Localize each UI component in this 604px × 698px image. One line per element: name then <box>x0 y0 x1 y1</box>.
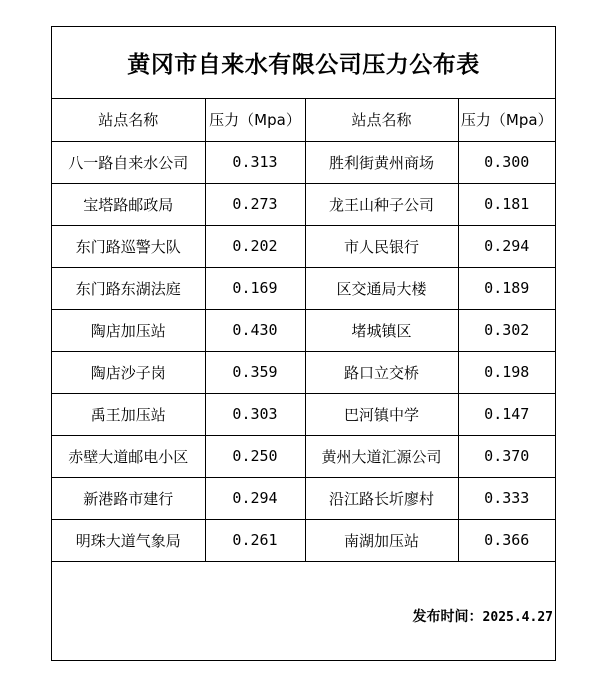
station-name-left: 东门路东湖法庭 <box>52 267 205 309</box>
station-name-left: 新港路市建行 <box>52 477 205 519</box>
station-name-right: 南湖加压站 <box>305 519 458 561</box>
footer-area <box>52 575 555 660</box>
station-name-left: 八一路自来水公司 <box>52 141 205 183</box>
table-row <box>52 225 555 267</box>
table-header-row <box>52 99 555 141</box>
pressure-value-right: 0.181 <box>458 183 555 225</box>
pressure-value-right: 0.198 <box>458 351 555 393</box>
station-name-right: 巴河镇中学 <box>305 393 458 435</box>
column-header-station-left: 站点名称 <box>52 99 205 141</box>
column-header-station-right: 站点名称 <box>305 99 458 141</box>
station-name-left: 禹王加压站 <box>52 393 205 435</box>
pressure-table-sheet <box>51 26 556 661</box>
release-label: 发布时间： <box>412 609 483 625</box>
pressure-value-left: 0.250 <box>205 435 305 477</box>
pressure-value-right: 0.333 <box>458 477 555 519</box>
table-row <box>52 435 555 477</box>
station-name-left: 陶店沙子岗 <box>52 351 205 393</box>
table-row <box>52 519 555 561</box>
pressure-value-right: 0.366 <box>458 519 555 561</box>
pressure-value-left: 0.359 <box>205 351 305 393</box>
pressure-value-left: 0.303 <box>205 393 305 435</box>
station-name-right: 龙王山种子公司 <box>305 183 458 225</box>
station-name-right: 路口立交桥 <box>305 351 458 393</box>
pressure-value-left: 0.202 <box>205 225 305 267</box>
pressure-value-left: 0.294 <box>205 477 305 519</box>
table-row <box>52 477 555 519</box>
station-name-right: 区交通局大楼 <box>305 267 458 309</box>
pressure-value-right: 0.147 <box>458 393 555 435</box>
release-time <box>413 606 553 626</box>
pressure-value-left: 0.430 <box>205 309 305 351</box>
table-row <box>52 351 555 393</box>
table-row <box>52 183 555 225</box>
pressure-value-right: 0.294 <box>458 225 555 267</box>
table-row <box>52 141 555 183</box>
pressure-value-right: 0.300 <box>458 141 555 183</box>
column-header-pressure-right: 压力（Mpa） <box>458 99 555 141</box>
station-name-right: 沿江路长圻廖村 <box>305 477 458 519</box>
pressure-value-left: 0.169 <box>205 267 305 309</box>
station-name-left: 明珠大道气象局 <box>52 519 205 561</box>
column-header-pressure-left: 压力（Mpa） <box>205 99 305 141</box>
station-name-right: 胜利街黄州商场 <box>305 141 458 183</box>
pressure-value-right: 0.370 <box>458 435 555 477</box>
table-body <box>52 141 555 561</box>
pressure-value-right: 0.302 <box>458 309 555 351</box>
pressure-value-left: 0.313 <box>205 141 305 183</box>
pressure-value-left: 0.261 <box>205 519 305 561</box>
table-row <box>52 267 555 309</box>
table-row <box>52 393 555 435</box>
pressure-value-left: 0.273 <box>205 183 305 225</box>
station-name-right: 市人民银行 <box>305 225 458 267</box>
station-name-right: 黄州大道汇源公司 <box>305 435 458 477</box>
pressure-value-right: 0.189 <box>458 267 555 309</box>
station-name-left: 东门路巡警大队 <box>52 225 205 267</box>
station-name-left: 赤壁大道邮电小区 <box>52 435 205 477</box>
release-date: 2025.4.27 <box>482 610 553 625</box>
station-name-right: 堵城镇区 <box>305 309 458 351</box>
station-name-left: 陶店加压站 <box>52 309 205 351</box>
pressure-table <box>52 99 555 562</box>
station-name-left: 宝塔路邮政局 <box>52 183 205 225</box>
page-title: 黄冈市自来水有限公司压力公布表 <box>52 27 555 99</box>
table-row <box>52 309 555 351</box>
